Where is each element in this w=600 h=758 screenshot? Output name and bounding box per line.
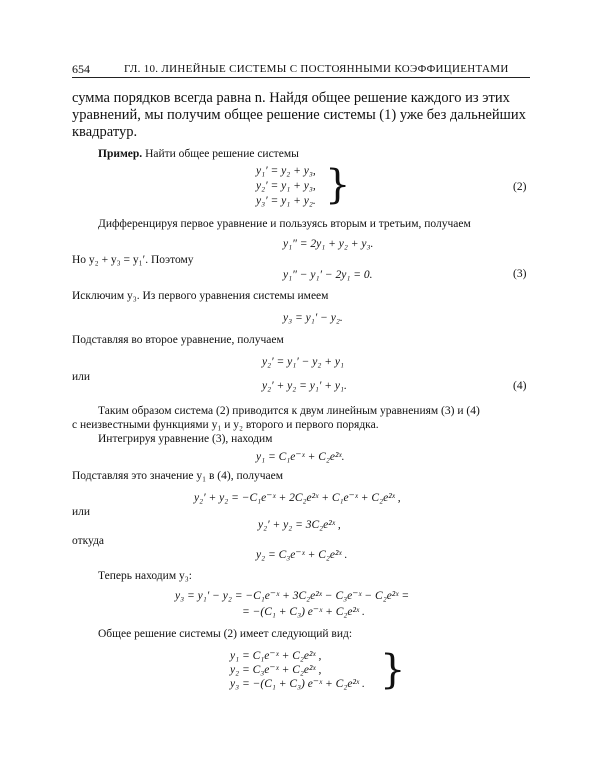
- system-brace: }: [325, 162, 351, 208]
- equation-tag-4: (4): [513, 380, 527, 392]
- system-eq-2: y₂′ = y₁ + y₃,: [256, 180, 316, 192]
- diff-text: Дифференцируя первое уравнение и пользуясь вторым и третьим, получаем: [98, 218, 471, 230]
- eq-y1-second: y₁″ = 2y₁ + y₂ + y₃.: [283, 238, 374, 250]
- eq-substitution: y₂′ + y₂ = −C₁e⁻ˣ + 2C₂e²ˣ + C₁e⁻ˣ + C₂e²ˣ ,: [194, 492, 401, 504]
- general-solution-text: Общее решение системы (2) имеет следующий вид:: [98, 628, 353, 640]
- equation-tag-2: (2): [513, 181, 527, 193]
- eq-y1: y₁ = C₁e⁻ˣ + C₂e²ˣ.: [256, 451, 345, 463]
- whence-text: откуда: [72, 535, 105, 547]
- eq-4: y₂′ + y₂ = y₁′ + y₁.: [262, 380, 347, 392]
- exclude-text: Исключим y₃. Из первого уравнения системы имеем: [72, 290, 329, 302]
- solution-eq-1: y₁ = C₁e⁻ˣ + C₂e²ˣ ,: [230, 650, 322, 662]
- equation-tag-3: (3): [513, 268, 527, 280]
- solution-eq-2: y₂ = C₃e⁻ˣ + C₂e²ˣ ,: [230, 664, 322, 676]
- running-title: ГЛ. 10. ЛИНЕЙНЫЕ СИСТЕМЫ С ПОСТОЯННЫМИ КОЭФФИЦИЕНТАМИ: [124, 63, 509, 75]
- intro-line-3: квадратур.: [72, 124, 138, 140]
- substitute-text: Подставляя во второе уравнение, получаем: [72, 334, 284, 346]
- eq-y3: y₃ = y₁′ − y₂.: [283, 312, 343, 324]
- thus-line-1: Таким образом система (2) приводится к двум линейным уравнениям (3) и (4): [98, 405, 480, 417]
- header-rule: [72, 77, 530, 78]
- eq-y2: y₂ = C₃e⁻ˣ + C₂e²ˣ .: [256, 549, 348, 561]
- eq-3: y₁″ − y₁′ − 2y₁ = 0.: [283, 269, 373, 281]
- substituting-text: Подставляя это значение y₁ в (4), получаем: [72, 470, 283, 482]
- solution-eq-3: y₃ = −(C₁ + C₃) e⁻ˣ + C₂e²ˣ .: [230, 678, 365, 690]
- eq-y3-line-2: = −(C₁ + C₃) e⁻ˣ + C₂e²ˣ .: [242, 606, 365, 618]
- example-text: Найти общее решение системы: [142, 148, 299, 160]
- example-line: [98, 148, 299, 160]
- solution-brace: }: [380, 647, 406, 693]
- or-text-2: или: [72, 506, 91, 518]
- eq-y3-line-1: y₃ = y₁′ − y₂ = −C₁e⁻ˣ + 3C₂e²ˣ − C₃e⁻ˣ − C₂e²ˣ =: [175, 590, 410, 602]
- intro-line-2: уравнений, мы получим общее решение системы (1) уже без дальнейших: [72, 107, 526, 123]
- integrating-text: Интегрируя уравнение (3), находим: [98, 433, 273, 445]
- page-number: 654: [72, 62, 90, 76]
- system-eq-3: y₃′ = y₁ + y₂.: [256, 195, 316, 207]
- but-text: Но y₂ + y₃ = y₁′. Поэтому: [72, 254, 194, 266]
- eq-3c: y₂′ + y₂ = 3C₂e²ˣ ,: [258, 519, 341, 531]
- now-find-text: Теперь находим y₃:: [98, 570, 192, 582]
- thus-line-2: с неизвестными функциями y₁ и y₂ второго и первого порядка.: [72, 419, 379, 431]
- example-label: Пример.: [98, 148, 143, 160]
- eq-y2-prime: y₂′ = y₁′ − y₂ + y₁: [262, 356, 344, 368]
- system-eq-1: y₁′ = y₂ + y₃,: [256, 165, 316, 177]
- or-text-1: или: [72, 371, 91, 383]
- intro-line-1: сумма порядков всегда равна n. Найдя общее решение каждого из этих: [72, 90, 510, 106]
